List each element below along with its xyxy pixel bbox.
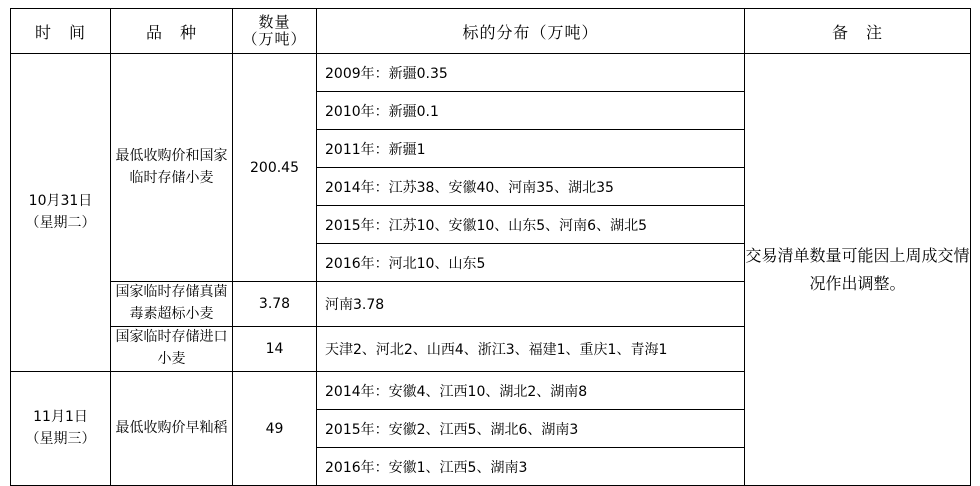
cell-kind-1-1: 最低收购价和国家临时存储小麦 (111, 54, 233, 282)
time-line2: （星期二） (25, 214, 96, 231)
header-quantity-line2: （万吨） (242, 30, 307, 48)
table-header-row (11, 9, 971, 54)
list-item (317, 410, 744, 448)
header-kind: 品 种 (111, 9, 233, 54)
cell-quantity-2-1: 49 (233, 372, 317, 486)
table-body (11, 54, 971, 486)
table-row (11, 54, 971, 282)
distribution-entry: 2016年：河北10、山东5 (325, 255, 486, 272)
cell-distribution-1-2 (317, 282, 745, 327)
distribution-entry: 2016年：安徽1、江西5、湖南3 (325, 459, 528, 476)
list-item (317, 206, 744, 244)
list-item (317, 54, 744, 92)
cell-distribution-1-1 (317, 54, 745, 282)
list-item (317, 92, 744, 130)
cell-kind-1-2: 国家临时存储真菌毒素超标小麦 (111, 282, 233, 327)
cell-kind-1-3: 国家临时存储进口小麦 (111, 327, 233, 372)
distribution-entry: 2015年：安徽2、江西5、湖北6、湖南3 (317, 410, 744, 448)
list-item (317, 448, 744, 486)
cell-quantity-1-2: 3.78 (233, 282, 317, 327)
cell-note: 交易清单数量可能因上周成交情况作出调整。 (745, 54, 971, 486)
distribution-entry: 2014年：江苏38、安徽40、河南35、湖北35 (317, 168, 744, 206)
distribution-entry: 2015年：江苏10、安徽10、山东5、河南6、湖北5 (317, 206, 744, 244)
trade-schedule-sheet (10, 8, 970, 486)
cell-distribution-1-3 (317, 327, 745, 372)
trade-schedule-table (10, 8, 971, 486)
distribution-list-1-1 (317, 54, 744, 281)
distribution-entry: 2011年：新疆1 (317, 130, 744, 168)
time-line1: 11月1日 (33, 408, 88, 425)
list-item (317, 372, 744, 410)
cell-quantity-1-1: 200.45 (233, 54, 317, 282)
distribution-entry: 2010年：新疆0.1 (317, 92, 744, 130)
distribution-entry: 河南3.78 (325, 297, 385, 313)
header-quantity (233, 9, 317, 54)
cell-quantity-1-3: 14 (233, 327, 317, 372)
cell-time-2 (11, 372, 111, 486)
header-note: 备 注 (745, 9, 971, 54)
cell-distribution-2-1 (317, 372, 745, 486)
distribution-entry: 2009年：新疆0.35 (317, 54, 744, 92)
distribution-entry: 2014年：安徽4、江西10、湖北2、湖南8 (317, 372, 744, 410)
list-item (317, 244, 744, 282)
distribution-list-2-1 (317, 372, 744, 485)
list-item (317, 168, 744, 206)
time-line2: （星期三） (25, 430, 96, 447)
cell-time-1 (11, 54, 111, 372)
list-item (317, 130, 744, 168)
time-line1: 10月31日 (28, 192, 93, 209)
distribution-entry: 天津2、河北2、山西4、浙江3、福建1、重庆1、青海1 (325, 342, 668, 358)
header-time: 时 间 (11, 9, 111, 54)
table-header (11, 9, 971, 54)
header-distribution: 标的分布（万吨） (317, 9, 745, 54)
header-quantity-line1: 数量 (258, 12, 291, 31)
cell-kind-2-1: 最低收购价早籼稻 (111, 372, 233, 486)
